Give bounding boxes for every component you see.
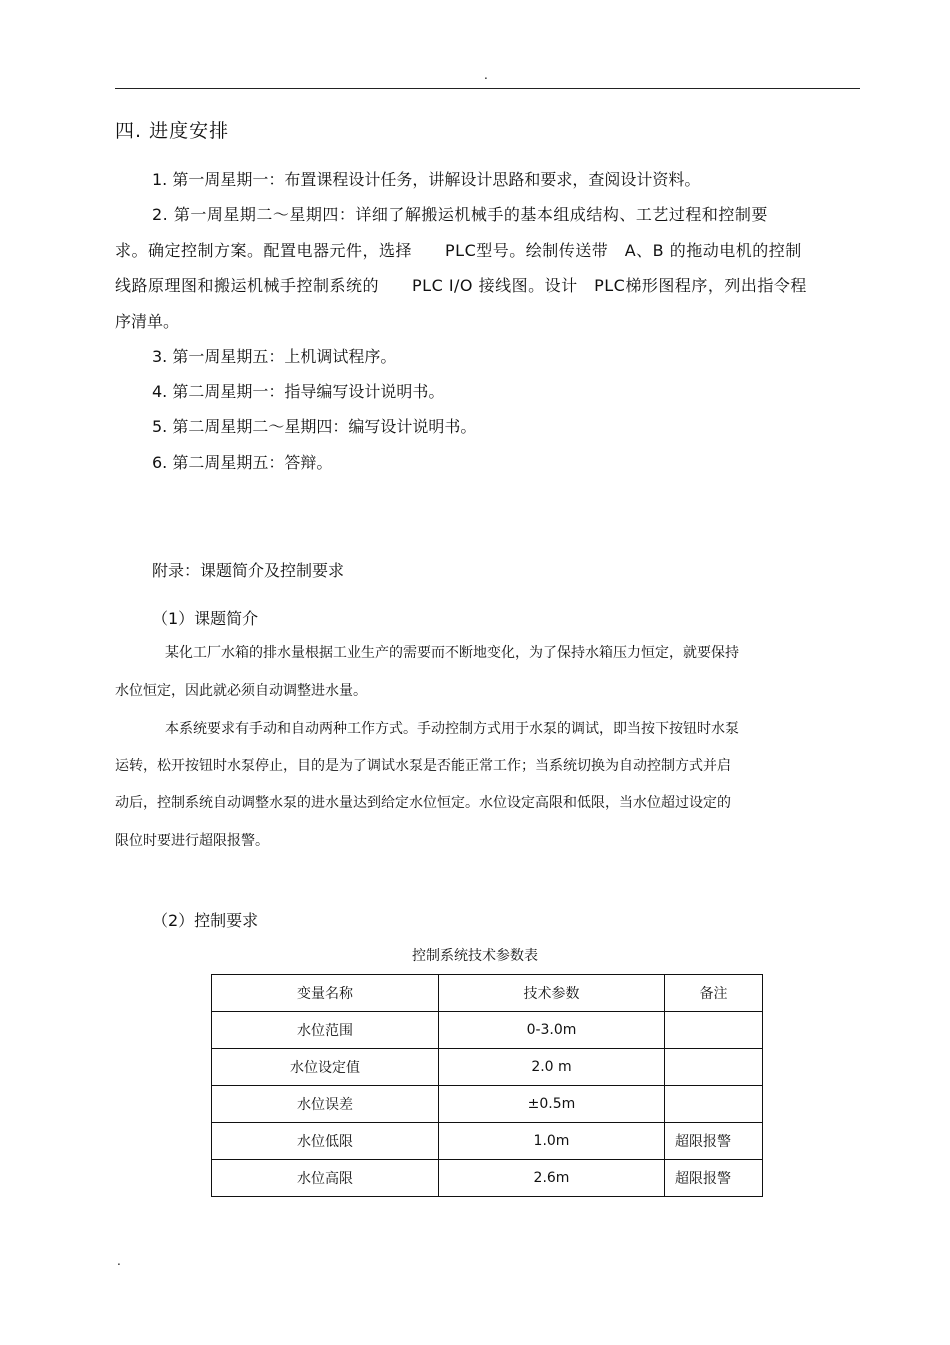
table-caption: 控制系统技术参数表 [412, 948, 538, 964]
intro-paragraph-line: 本系统要求有手动和自动两种工作方式。手动控制方式用于水泵的调试，即当按下按钮时水泵 [165, 721, 739, 737]
intro-paragraph-line: 动后，控制系统自动调整水泵的进水量达到给定水位恒定。水位设定高限和低限，当水位超过设定的 [115, 795, 731, 811]
intro-heading: （1）课题简介 [152, 609, 259, 628]
column-header: 备注 [665, 975, 763, 1012]
table-header-row [212, 975, 763, 1012]
note-cell: 超限报警 [665, 1123, 763, 1160]
note-cell [665, 1086, 763, 1123]
variable-cell: 水位范围 [212, 1012, 439, 1049]
variable-cell: 水位设定值 [212, 1049, 439, 1086]
intro-paragraph-line: 某化工厂水箱的排水量根据工业生产的需要而不断地变化，为了保持水箱压力恒定，就要保持 [165, 645, 739, 661]
value-cell: 2.0 m [439, 1049, 665, 1086]
control-heading: （2）控制要求 [152, 911, 259, 930]
appendix-title: 附录：课题简介及控制要求 [152, 561, 345, 580]
variable-cell: 水位误差 [212, 1086, 439, 1123]
schedule-item: 5. 第二周星期二～星期四：编写设计说明书。 [152, 417, 477, 436]
schedule-item: 求。确定控制方案。配置电器元件，选择 PLC型号。绘制传送带 A、B 的拖动电机的控制 [115, 241, 802, 260]
parameter-table [211, 974, 763, 1197]
value-cell: 1.0m [439, 1123, 665, 1160]
section-title: 四. 进度安排 [115, 120, 230, 142]
intro-paragraph-line: 水位恒定，因此就必须自动调整进水量。 [115, 683, 367, 699]
schedule-item: 序清单。 [115, 312, 180, 331]
footer-mark: . [117, 1254, 121, 1268]
value-cell: 0-3.0m [439, 1012, 665, 1049]
header-mark: . [484, 68, 488, 82]
value-cell: ±0.5m [439, 1086, 665, 1123]
schedule-item: 3. 第一周星期五：上机调试程序。 [152, 347, 397, 366]
table-row [212, 1160, 763, 1197]
table-row [212, 1086, 763, 1123]
note-cell: 超限报警 [665, 1160, 763, 1197]
variable-cell: 水位高限 [212, 1160, 439, 1197]
intro-paragraph-line: 运转，松开按钮时水泵停止，目的是为了调试水泵是否能正常工作；当系统切换为自动控制方式并启 [115, 758, 731, 774]
note-cell [665, 1049, 763, 1086]
value-cell: 2.6m [439, 1160, 665, 1197]
note-cell [665, 1012, 763, 1049]
schedule-item: 6. 第二周星期五：答辩。 [152, 453, 333, 472]
table-row [212, 1123, 763, 1160]
variable-cell: 水位低限 [212, 1123, 439, 1160]
schedule-item: 2. 第一周星期二～星期四：详细了解搬运机械手的基本组成结构、工艺过程和控制要 [152, 205, 768, 224]
schedule-item: 4. 第二周星期一：指导编写设计说明书。 [152, 382, 445, 401]
column-header: 技术参数 [439, 975, 665, 1012]
table-row [212, 1049, 763, 1086]
table-row [212, 1012, 763, 1049]
column-header: 变量名称 [212, 975, 439, 1012]
intro-paragraph-line: 限位时要进行超限报警。 [115, 833, 269, 849]
schedule-item: 线路原理图和搬运机械手控制系统的 PLC I/O 接线图。设计 PLC梯形图程序，列出指令程 [115, 276, 807, 295]
schedule-item: 1. 第一周星期一：布置课程设计任务，讲解设计思路和要求，查阅设计资料。 [152, 170, 701, 189]
header-rule [115, 88, 860, 89]
